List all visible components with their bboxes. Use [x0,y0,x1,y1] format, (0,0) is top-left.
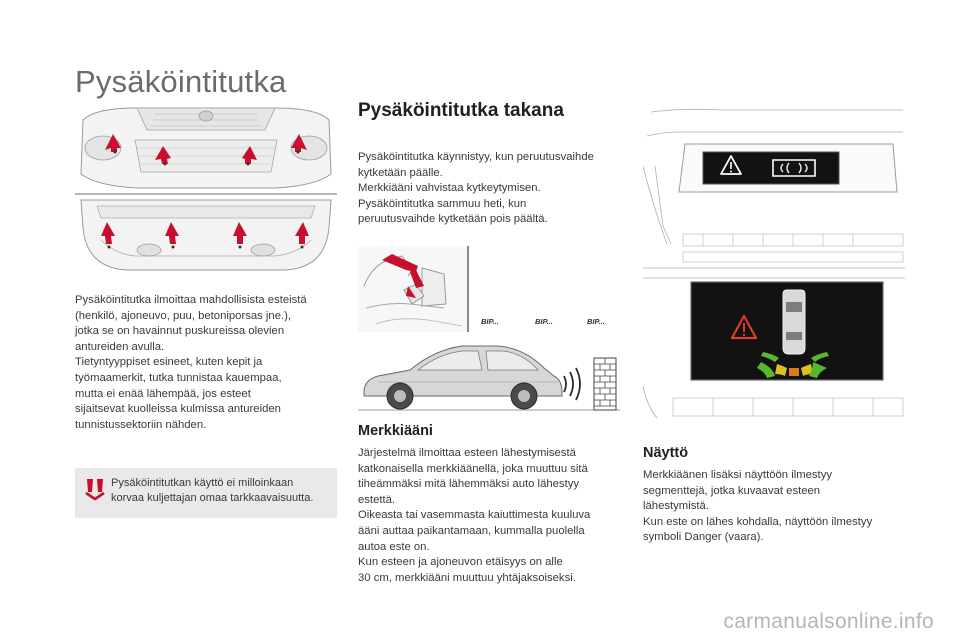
display-section-title: Näyttö [643,445,689,461]
car-top-view-icon [783,290,805,354]
bumper-sensors-illustration [75,104,337,276]
rear-paragraph: Pysäköintitutka käynnistyy, kun peruutusvaihde kytketään päälle. Merkkiääni vahvistaa kytkeytymisen. Pysäköintitutka sammuu heti, kun peruutusvaihde kytketään pois päältä. [358,151,594,226]
watermark: carmanualsonline.info [723,610,934,633]
page-title: Pysäköintitutka [75,64,287,99]
warning-box [75,468,337,518]
rear-section-title: Pysäköintitutka takana [358,100,564,121]
bip-label: BIP... [587,317,605,326]
warning-icon [84,477,106,501]
display-paragraph: Merkkiäänen lisäksi näyttöön ilmestyy segmenttejä, jotka kuvaavat esteen lähestymistä. Kun este on lähes kohdalla, näyttöön ilmestyy symboli Danger (vaara). [643,469,873,544]
sound-paragraph: Järjestelmä ilmoittaa esteen lähestymisestä katkonaisella merkkiäänellä, joka muuttuu sitä tiheämmäksi mitä lähemmäksi auto lähestyy estettä. Oikeasta tai vasemmasta kaiuttimesta kuuluva ääni auttaa paikantamaan, kummalla puolella autoa este on. Kun esteen ja ajoneuvon etäisyys on alle 30 cm, merkkiääni muuttuu yhtäjaksoiseksi. [358,447,591,584]
bip-label: BIP... [481,317,499,326]
gear-lever-illustration [358,246,470,332]
car-wall-illustration [358,336,620,414]
sound-section-title: Merkkiääni [358,423,433,439]
warning-text: Pysäköintitutkan käyttö ei milloinkaan korvaa kuljettajan omaa tarkkaavaisuutta. [111,477,314,504]
bip-label: BIP... [535,317,553,326]
intro-paragraph: Pysäköintitutka ilmoittaa mahdollisista esteistä (henkilö, ajoneuvo, puu, betoniporsas jne.), jotka se on havainnut puskureissa olevien antureiden avulla. Tietyntyyppiset esineet, kuten kepit ja työmaamerkit, tutka tunnistaa kauempaa, mutta ei enää lähempää, jos esteet sijaitsevat kuolleissa kulmissa antureiden tunnistussektoriin nähden. [75,294,307,431]
dashboard-illustration [643,106,905,428]
